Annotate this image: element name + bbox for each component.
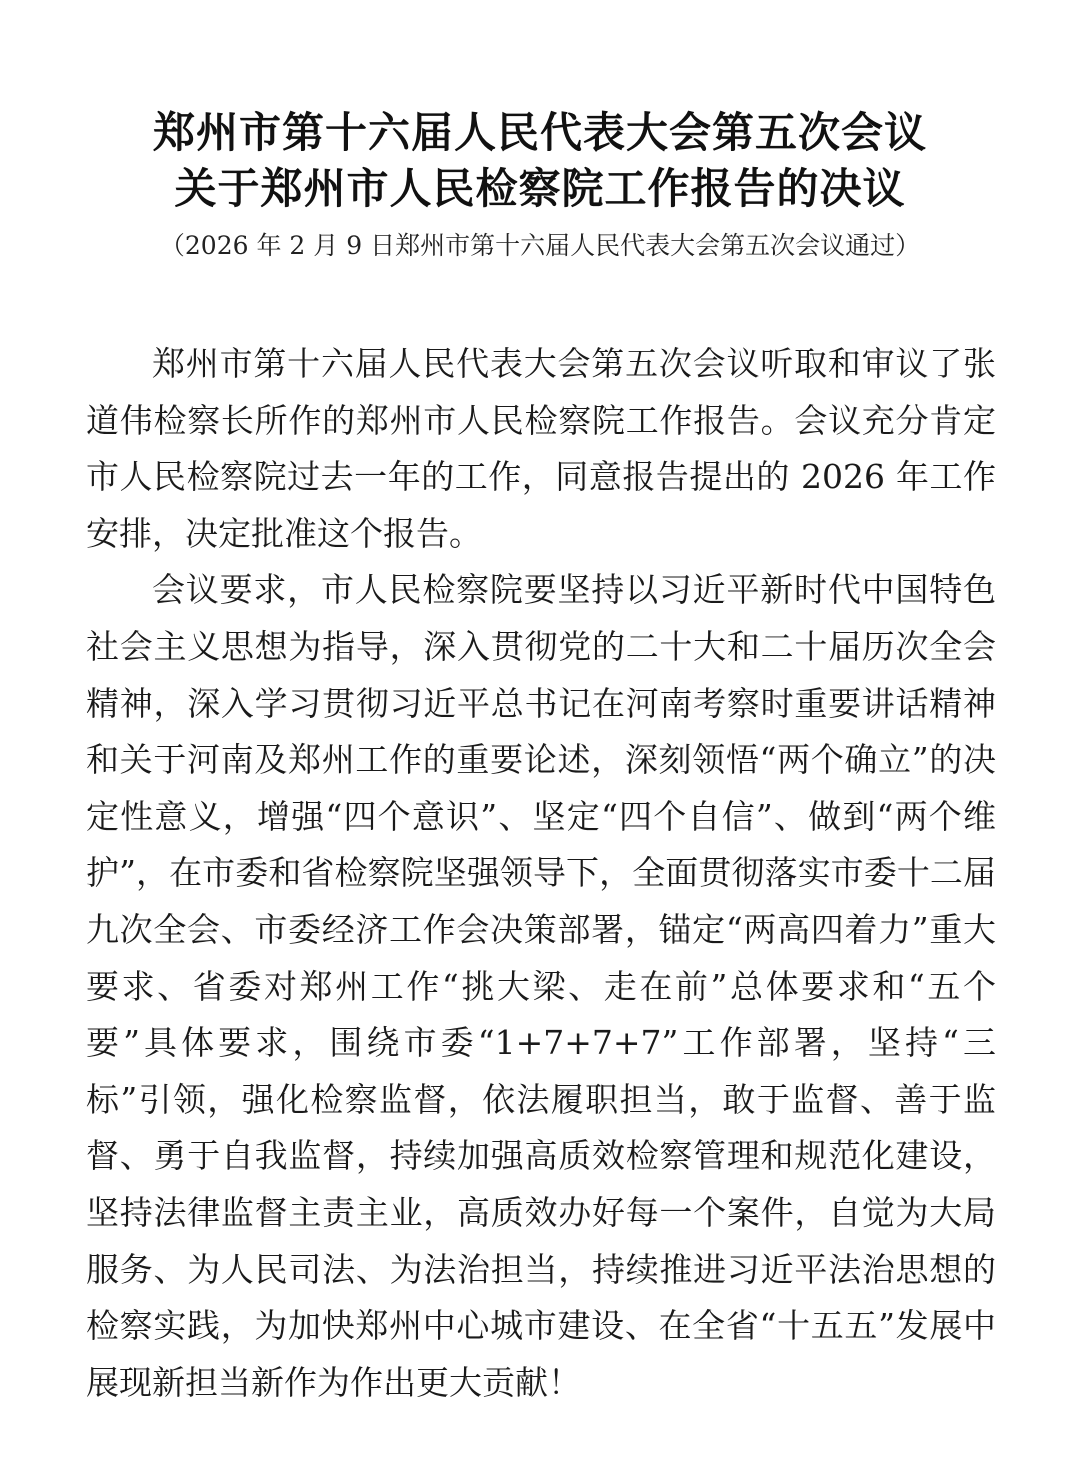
document-body [86,336,996,1411]
document-title-line-1: 郑州市第十六届人民代表大会第五次会议 [152,108,927,157]
paragraph-requirements: 会议要求，市人民检察院要坚持以习近平新时代中国特色社会主义思想为指导，深入贯彻党的二十大和二十届历次全会精神，深入学习贯彻习近平总书记在河南考察时重要讲话精神和关于河南及郑州工作的重要论述，深刻领悟“两个确立”的决定性意义，增强“四个意识”、坚定“四个自信”、做到“两个维护”，在市委和省检察院坚强领导下，全面贯彻落实市委十二届九次全会、市委经济工作会决策部署，锚定“两高四着力”重大要求、省委对郑州工作“挑大梁、走在前”总体要求和“五个要”具体要求，围绕市委“1+7+7+7”工作部署，坚持“三标”引领，强化检察监督，依法履职担当，敢于监督、善于监督、勇于自我监督，持续加强高质效检察管理和规范化建设，坚持法律监督主责主业，高质效办好每一个案件，自觉为大局服务、为人民司法、为法治担当，持续推进习近平法治思想的检察实践，为加快郑州中心城市建设、在全省“十五五”发展中展现新担当新作为作出更大贡献！ [86,570,996,1402]
document-title-line-2: 关于郑州市人民检察院工作报告的决议 [174,164,906,213]
paragraph-approval: 郑州市第十六届人民代表大会第五次会议听取和审议了张道伟检察长所作的郑州市人民检察院工作报告。会议充分肯定市人民检察院过去一年的工作，同意报告提出的 2026 年工作安排，决定批准这个报告。 [86,344,996,553]
document-subtitle: （2026 年 2 月 9 日郑州市第十六届人民代表大会第五次会议通过） [159,231,921,260]
